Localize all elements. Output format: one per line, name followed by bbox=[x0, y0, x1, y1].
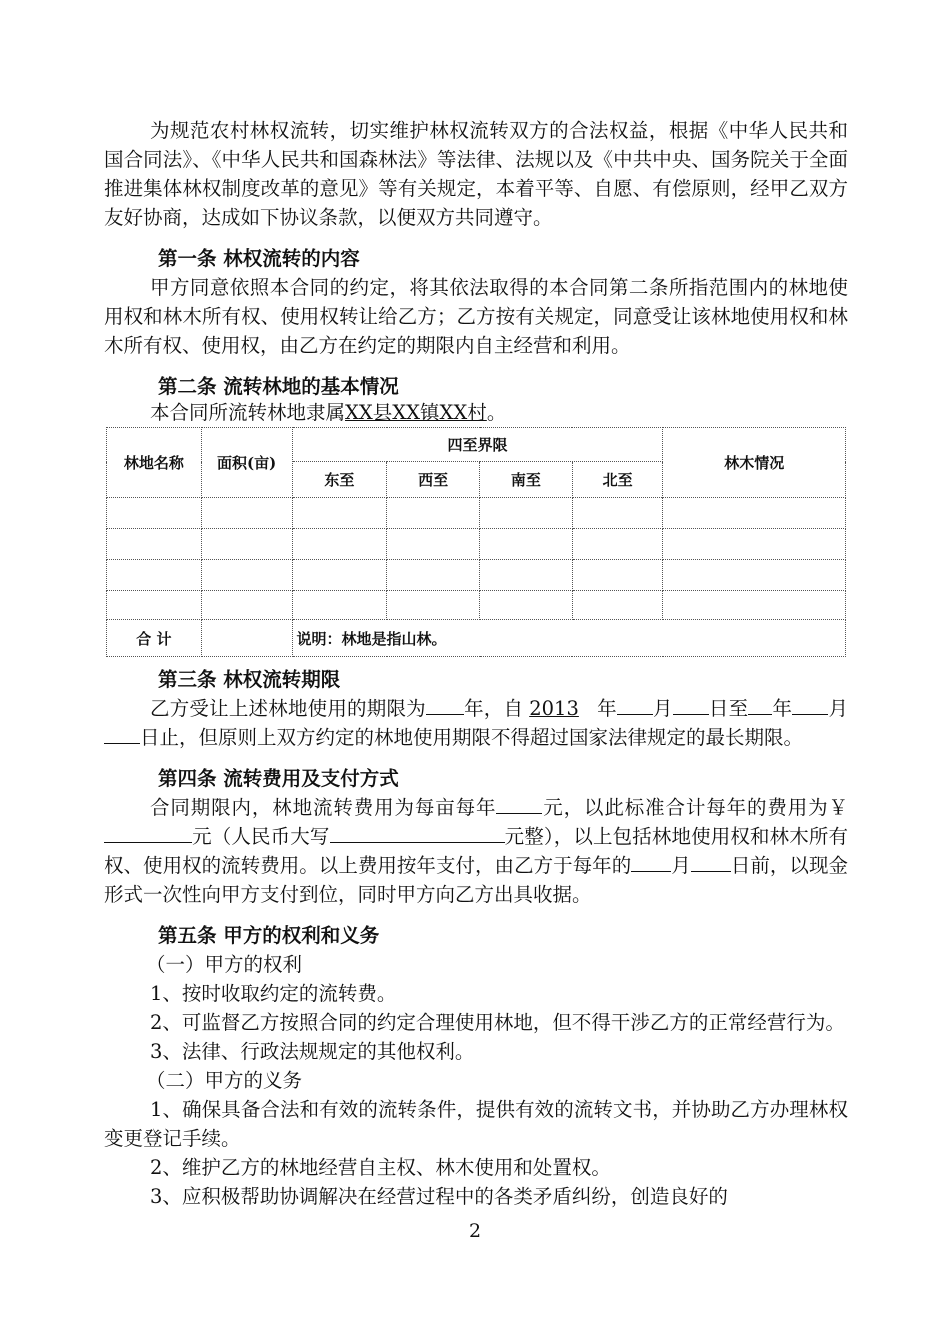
table-row bbox=[107, 591, 846, 620]
text: 年 bbox=[772, 697, 793, 720]
list-item: 3、法律、行政法规规定的其他权利。 bbox=[150, 1040, 475, 1063]
article-2-body bbox=[104, 401, 848, 425]
col-area: 面积(亩) bbox=[201, 428, 292, 498]
table-row bbox=[107, 560, 846, 591]
text: 月 bbox=[828, 697, 848, 720]
article-1-body: 甲方同意依照本合同的约定，将其依法取得的本合同第二条所指范围内的林地使用权和林木所有权、使用权转让给乙方；乙方按有关规定，同意受让该林地使用权和林木所有权、使用权，由乙方在约定的期限内自主经营和利用。 bbox=[104, 276, 848, 357]
article-1-title: 第一条 林权流转的内容 bbox=[158, 247, 360, 270]
text: 日至 bbox=[708, 697, 749, 720]
article-4-title: 第四条 流转费用及支付方式 bbox=[158, 767, 399, 790]
text: 元，以此标准合计每年的费用为￥ bbox=[542, 796, 848, 819]
page-number: 2 bbox=[468, 1220, 482, 1242]
table-row bbox=[107, 529, 846, 560]
duties-title: （二）甲方的义务 bbox=[146, 1069, 303, 1092]
col-east: 东至 bbox=[292, 462, 387, 498]
list-item: 2、可监督乙方按照合同的约定合理使用林地，但不得干涉乙方的正常经营行为。 bbox=[150, 1011, 845, 1034]
table-note: 说明：林地是指山林。 bbox=[292, 620, 845, 657]
table-row bbox=[107, 498, 846, 529]
list-item: 2、维护乙方的林地经营自主权、林木使用和处置权。 bbox=[150, 1156, 611, 1179]
rights-title: （一）甲方的权利 bbox=[146, 953, 303, 976]
article-3-body bbox=[104, 694, 848, 752]
col-boundaries: 四至界限 bbox=[292, 428, 663, 462]
text: 乙方受让上述林地使用的期限为 bbox=[150, 697, 426, 720]
table-total-row bbox=[107, 620, 846, 657]
text: 元整），以上包括林地使用权和林木所有权、使用权的流转费用。以上费用按年支付，由乙方于每年的 bbox=[104, 825, 848, 877]
article-2-end: 。 bbox=[486, 401, 507, 424]
text: 合同期限内，林地流转费用为每亩每年 bbox=[150, 796, 497, 819]
article-2-title: 第二条 流转林地的基本情况 bbox=[158, 375, 399, 398]
col-land-name: 林地名称 bbox=[107, 428, 202, 498]
article-5-title: 第五条 甲方的权利和义务 bbox=[158, 924, 380, 947]
start-year: 2013 bbox=[529, 697, 579, 720]
article-4-body bbox=[104, 793, 848, 909]
text: 月 bbox=[671, 854, 691, 877]
text: 年，自 bbox=[463, 697, 524, 720]
text: 元（人民币大写 bbox=[192, 825, 330, 848]
col-north: 北至 bbox=[572, 462, 663, 498]
text: 日止，但原则上双方约定的林地使用期限不得超过国家法律规定的最长期限。 bbox=[140, 726, 804, 749]
col-forest-status: 林木情况 bbox=[663, 428, 846, 498]
article-2-text: 本合同所流转林地隶属 bbox=[150, 401, 346, 424]
intro-paragraph: 为规范农村林权流转，切实维护林权流转双方的合法权益，根据《中华人民共和国合同法》、《中华人民共和国森林法》等法律、法规以及《中共中央、国务院关于全面推进集体林权制度改革的意见》等有关规定，本着平等、自愿、有偿原则，经甲乙双方友好协商，达成如下协议条款，以便双方共同遵守。 bbox=[104, 119, 848, 229]
land-table bbox=[106, 427, 846, 657]
total-label: 合 计 bbox=[107, 620, 202, 657]
article-3-title: 第三条 林权流转期限 bbox=[158, 668, 341, 691]
list-item: 1、确保具备合法和有效的流转条件，提供有效的流转文书，并协助乙方办理林权变更登记手续。 bbox=[104, 1098, 848, 1150]
col-west: 西至 bbox=[387, 462, 480, 498]
text: 日前，以现金形式一次性向甲方支付到位，同时甲方向乙方出具收据。 bbox=[104, 854, 848, 906]
list-item: 3、应积极帮助协调解决在经营过程中的各类矛盾纠纷，创造良好的 bbox=[150, 1185, 728, 1208]
village-location: XX县XX镇XX村 bbox=[345, 401, 487, 424]
text: 年 bbox=[596, 697, 617, 720]
document-page bbox=[104, 116, 848, 1211]
col-south: 南至 bbox=[480, 462, 573, 498]
text: 月 bbox=[652, 697, 673, 720]
list-item: 1、按时收取约定的流转费。 bbox=[150, 982, 397, 1005]
